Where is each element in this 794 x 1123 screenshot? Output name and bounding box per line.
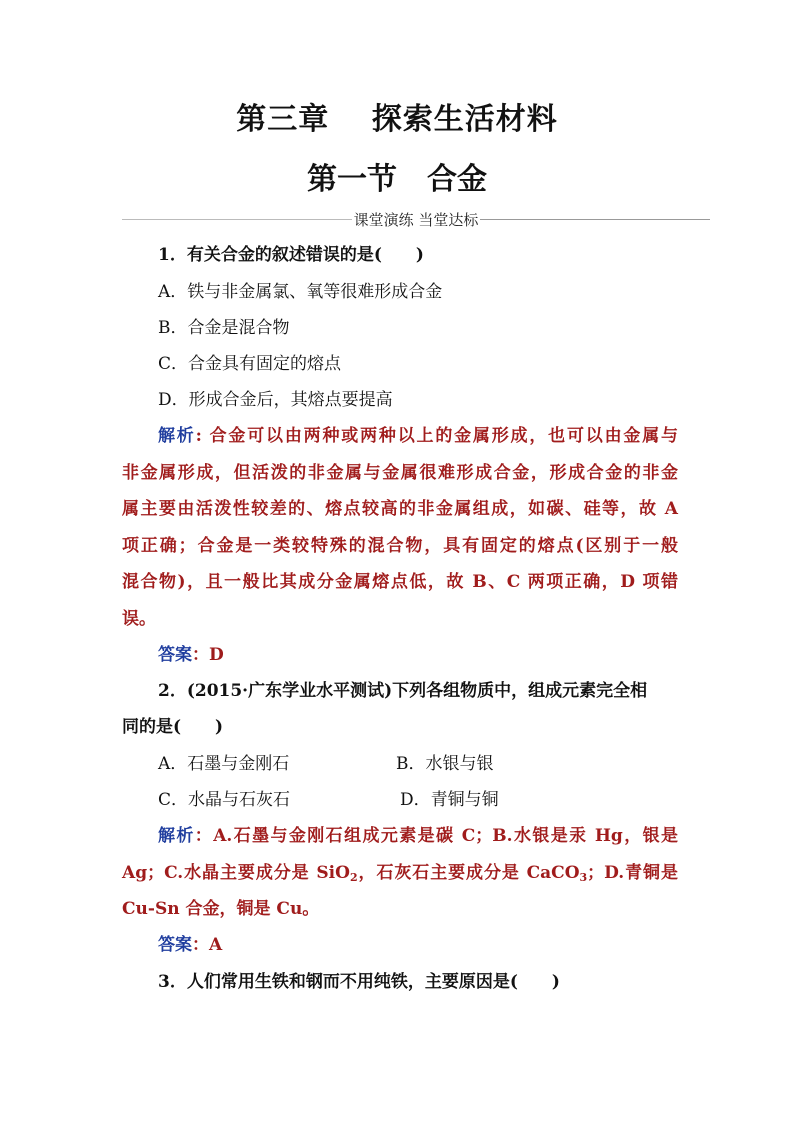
explanation-label: 解析 [158, 426, 196, 446]
answer-label: 答案 [158, 645, 192, 665]
explanation-line: 属主要由活泼性较差的、熔点较高的非金属组成，如碳、硅等，故 A [122, 499, 678, 519]
divider-line-right [480, 219, 710, 220]
question-1-option-d: D．形成合金后，其熔点要提高 [158, 390, 393, 410]
question-1-explanation [122, 418, 678, 637]
answer-label: 答案 [158, 935, 192, 955]
question-2-option-c: C．水晶与石灰石 [158, 790, 291, 810]
question-2-explanation [122, 818, 678, 928]
question-1-option-b: B．合金是混合物 [158, 318, 290, 338]
explanation-line: 混合物)，且一般比其成分金属熔点低，故 B、C 两项正确，D 项错 [122, 572, 678, 592]
question-2-answer [158, 927, 714, 963]
question-2-stem-line-1: 2．(2015·广东学业水平测试)下列各组物质中，组成元素完全相 [158, 681, 648, 701]
explanation-line: 解析: 合金可以由两种或两种以上的金属形成，也可以由金属与 [158, 426, 679, 446]
question-1-option-a: A．铁与非金属氯、氧等很难形成合金 [158, 282, 443, 302]
explanation-line: 误。 [122, 608, 156, 629]
explanation-line: Ag；C.水晶主要成分是 SiO$_2$，石灰石主要成分是 CaCO$_3$；D.青铜是 [122, 862, 678, 884]
question-1-answer [158, 637, 714, 673]
explanation-line: 解析：A.石墨与金刚石组成元素是碳 C；B.水银是汞 Hg，银是 [158, 826, 678, 846]
explanation-line: 项正确；合金是一类较特殊的混合物，具有固定的熔点(区别于一般 [122, 535, 678, 556]
question-1-option-c: C．合金具有固定的熔点 [158, 354, 342, 374]
divider-line-left [122, 219, 352, 220]
explanation-label: 解析 [158, 826, 195, 846]
answer-value: ：A [192, 935, 223, 955]
section-divider [122, 208, 710, 230]
section-title: 第一节 合金 [307, 162, 487, 197]
question-2-option-d: D．青铜与铜 [400, 790, 499, 810]
question-3-stem: 3．人们常用生铁和钢而不用纯铁，主要原因是( ) [158, 972, 560, 992]
explanation-line: Cu-Sn 合金，铜是 Cu。 [122, 899, 320, 919]
explanation-line: 非金属形成，但活泼的非金属与金属很难形成合金，形成合金的非金 [122, 462, 678, 483]
answer-value: ：D [192, 645, 224, 665]
question-2-option-b: B．水银与银 [396, 754, 494, 774]
question-2-stem-line-2: 同的是( ) [122, 717, 224, 737]
question-1-stem: 1．有关合金的叙述错误的是( ) [158, 245, 424, 265]
chapter-title: 第三章 探索生活材料 [236, 102, 558, 137]
divider-label: 课堂演练 当堂达标 [353, 210, 479, 229]
question-2-option-a: A．石墨与金刚石 [158, 754, 290, 774]
